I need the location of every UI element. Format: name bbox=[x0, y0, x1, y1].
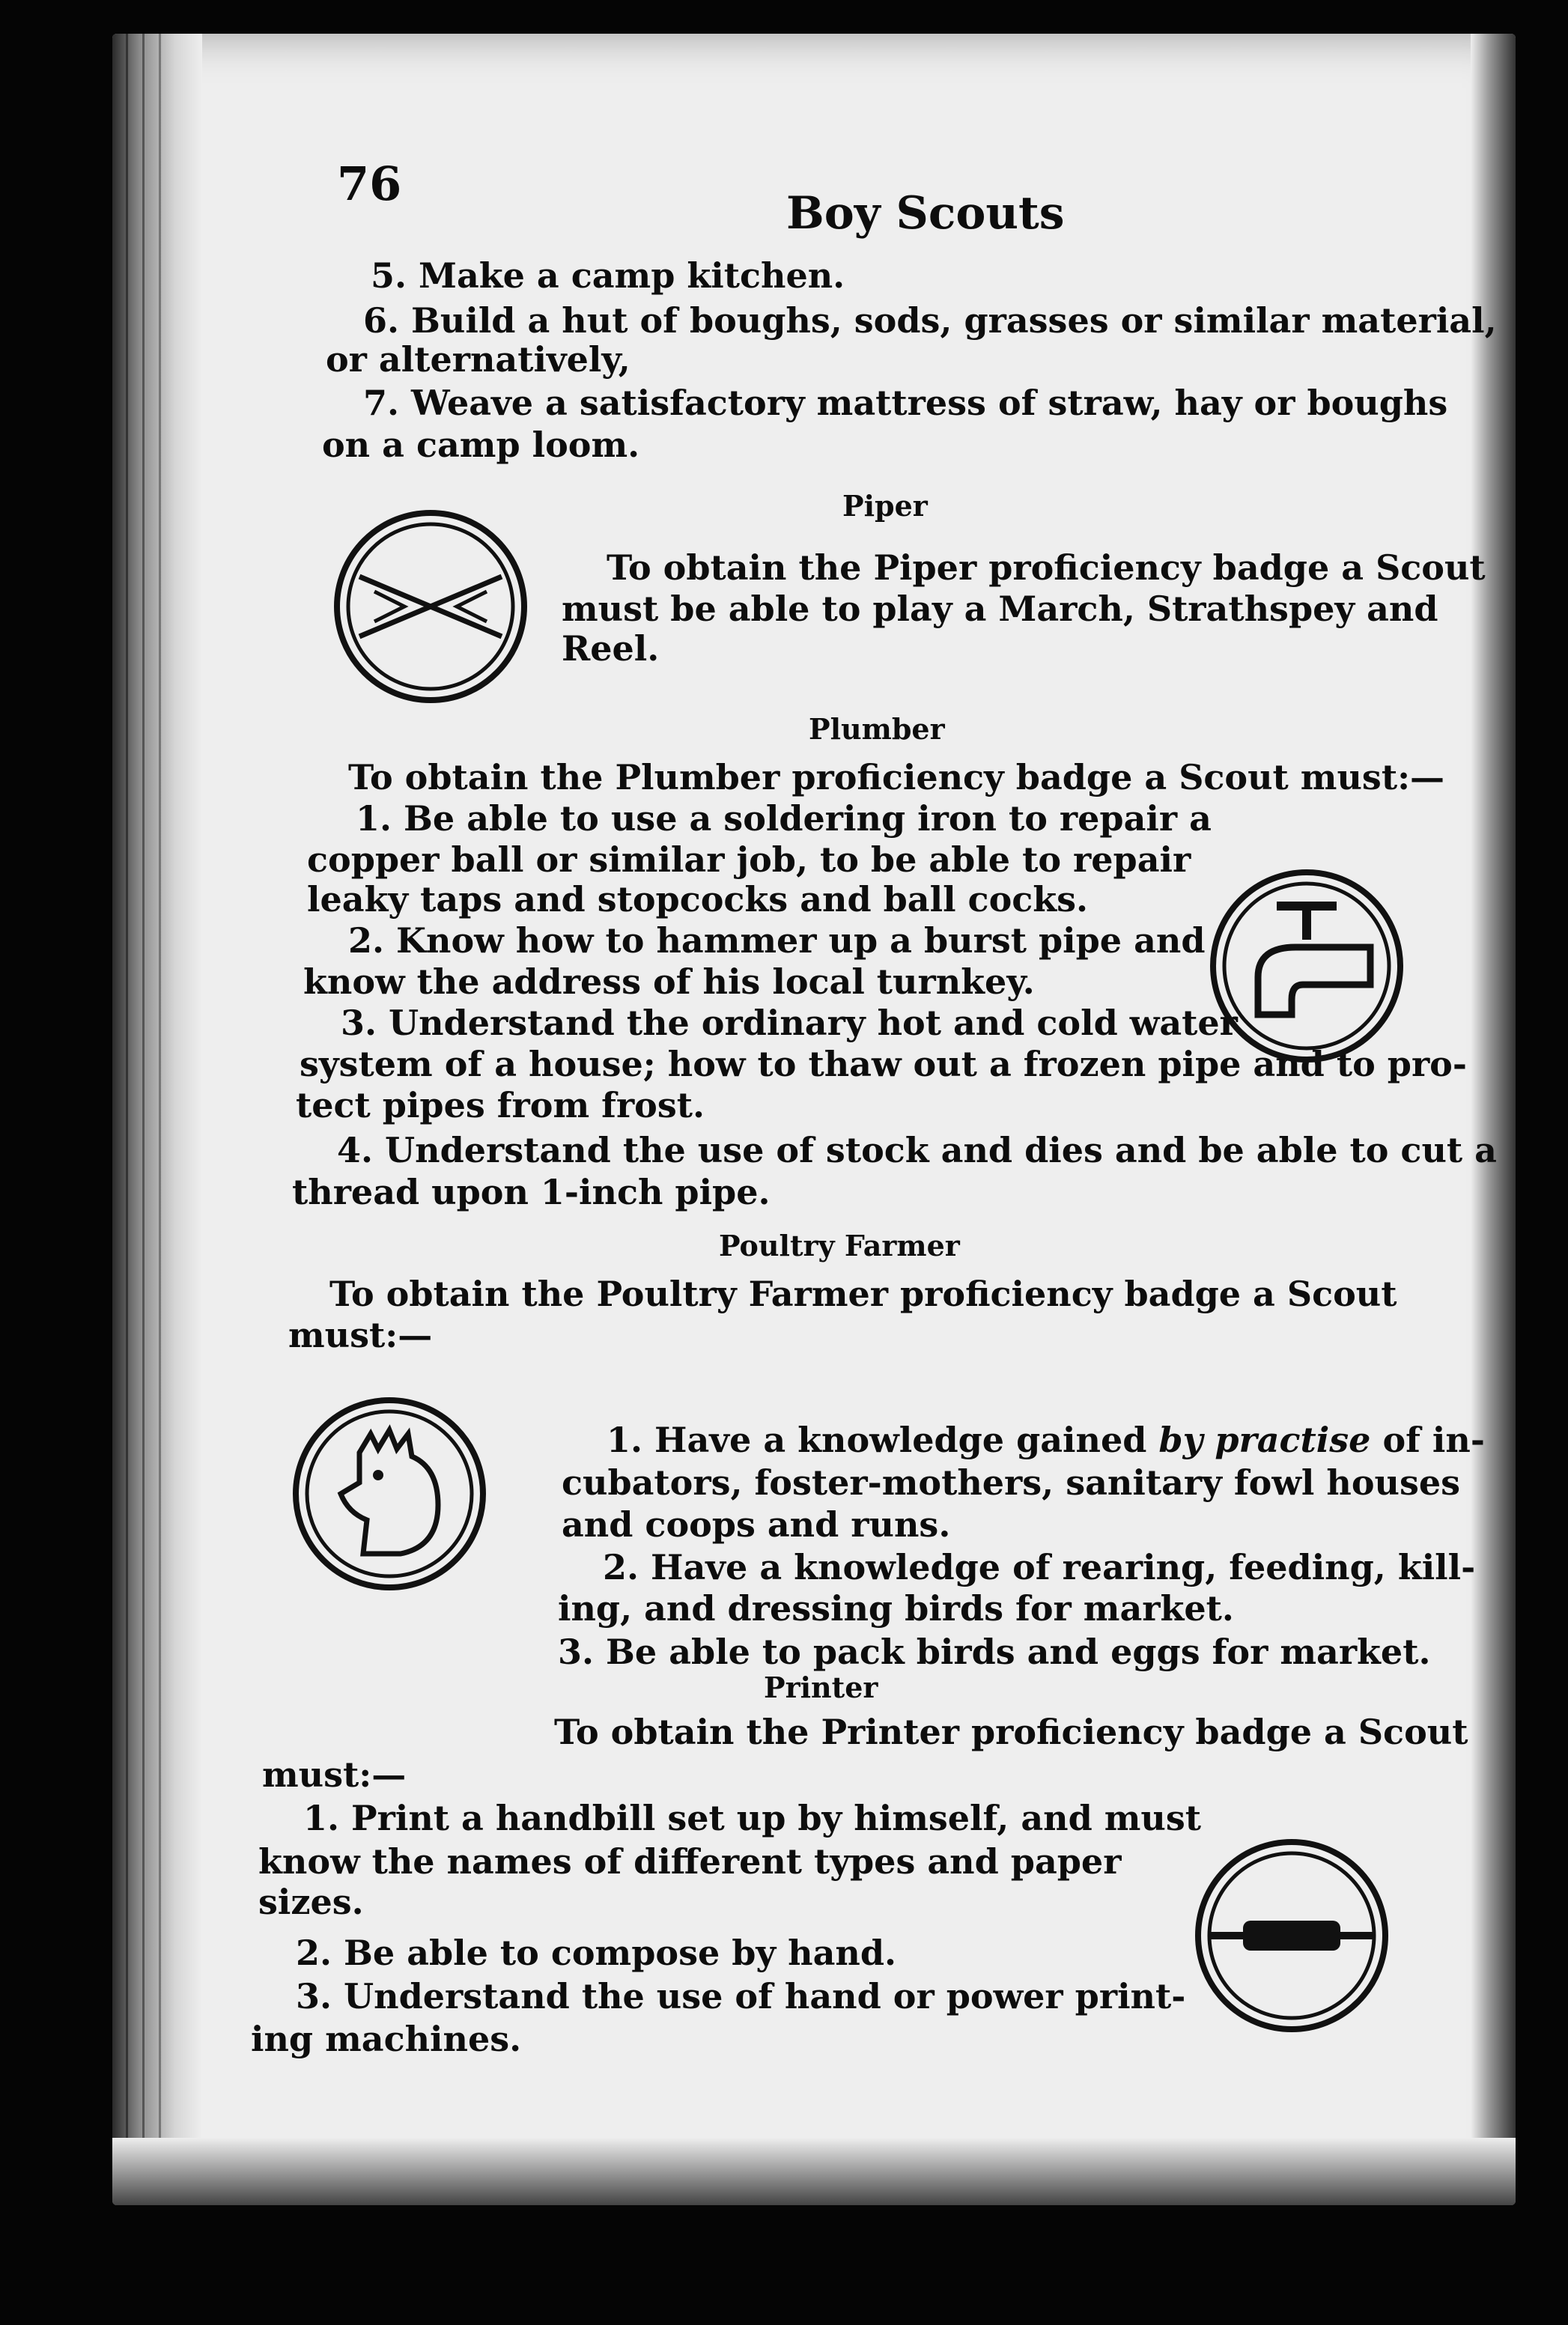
printer-line-2: must:— bbox=[262, 1754, 407, 1795]
plumber-line-11: thread upon 1-inch pipe. bbox=[292, 1172, 771, 1212]
rooster-badge-icon bbox=[288, 1393, 490, 1595]
poultry-line-5: and coops and runs. bbox=[562, 1504, 951, 1545]
plumber-line-8: system of a house; how to thaw out a frozen pipe and to pro- bbox=[300, 1044, 1467, 1084]
poultry-line-3: 1. Have a knowledge gained by practise of in- bbox=[607, 1420, 1485, 1460]
tap-badge-icon bbox=[1206, 865, 1408, 1067]
printer-line-3: 1. Print a handbill set up by himself, and must bbox=[303, 1798, 1202, 1838]
camping-item-7b: on a camp loom. bbox=[322, 425, 640, 465]
poultry-line-4: cubators, foster-mothers, sanitary fowl houses bbox=[562, 1462, 1461, 1503]
poultry-line-8: 3. Be able to pack birds and eggs for market. bbox=[558, 1632, 1431, 1672]
page-right-edge bbox=[1471, 34, 1516, 2205]
book-page bbox=[112, 34, 1516, 2205]
plumber-line-7: 3. Understand the ordinary hot and cold water bbox=[341, 1003, 1238, 1043]
printer-line-5: sizes. bbox=[258, 1882, 364, 1922]
plumber-line-5: 2. Know how to hammer up a burst pipe and bbox=[348, 920, 1206, 961]
camping-item-5: 5. Make a camp kitchen. bbox=[371, 255, 845, 296]
plumber-line-1: To obtain the Plumber proficiency badge a Scout must:— bbox=[348, 757, 1445, 797]
poultry-line-7: ing, and dressing birds for market. bbox=[558, 1588, 1234, 1629]
printer-line-7: 3. Understand the use of hand or power print- bbox=[296, 1976, 1186, 2016]
printer-line-6: 2. Be able to compose by hand. bbox=[296, 1933, 897, 1973]
poultry-heading: Poultry Farmer bbox=[719, 1229, 960, 1262]
printer-line-1: To obtain the Printer proficiency badge a Scout bbox=[554, 1712, 1468, 1752]
running-title: Boy Scouts bbox=[786, 187, 1065, 240]
camping-item-6b: or alternatively, bbox=[326, 339, 630, 380]
poultry-italic-phrase: by practise bbox=[1158, 1420, 1371, 1460]
printer-line-8: ing machines. bbox=[251, 2019, 522, 2059]
camping-item-7a: 7. Weave a satisfactory mattress of straw, hay or boughs bbox=[363, 383, 1448, 423]
roller-badge-icon bbox=[1191, 1835, 1393, 2037]
plumber-line-3: copper ball or similar job, to be able to repair bbox=[307, 839, 1191, 880]
plumber-line-10: 4. Understand the use of stock and dies and be able to cut a bbox=[337, 1130, 1497, 1170]
piper-heading: Piper bbox=[842, 489, 928, 523]
piper-line-2: must be able to play a March, Strathspey and bbox=[562, 589, 1438, 629]
camping-item-6a: 6. Build a hut of boughs, sods, grasses or similar material, bbox=[363, 300, 1497, 341]
poultry-line-1: To obtain the Poultry Farmer proficiency badge a Scout bbox=[329, 1274, 1397, 1314]
piper-line-3: Reel. bbox=[562, 628, 660, 669]
piper-badge-icon bbox=[329, 505, 532, 708]
piper-line-1: To obtain the Piper proficiency badge a Scout bbox=[607, 547, 1486, 588]
page-bottom-edge bbox=[112, 2138, 1516, 2205]
printer-line-4: know the names of different types and paper bbox=[258, 1841, 1122, 1882]
page-gutter bbox=[112, 34, 202, 2205]
plumber-heading: Plumber bbox=[809, 712, 945, 746]
poultry-line-2: must:— bbox=[288, 1315, 433, 1355]
poultry-line-6: 2. Have a knowledge of rearing, feeding, kill- bbox=[603, 1547, 1476, 1587]
page-number: 76 bbox=[337, 156, 402, 211]
printer-heading: Printer bbox=[764, 1671, 878, 1704]
plumber-line-2: 1. Be able to use a soldering iron to repair a bbox=[356, 798, 1212, 839]
plumber-line-4: leaky taps and stopcocks and ball cocks. bbox=[307, 879, 1089, 920]
plumber-line-6: know the address of his local turnkey. bbox=[303, 961, 1035, 1002]
plumber-line-9: tect pipes from frost. bbox=[296, 1085, 705, 1125]
